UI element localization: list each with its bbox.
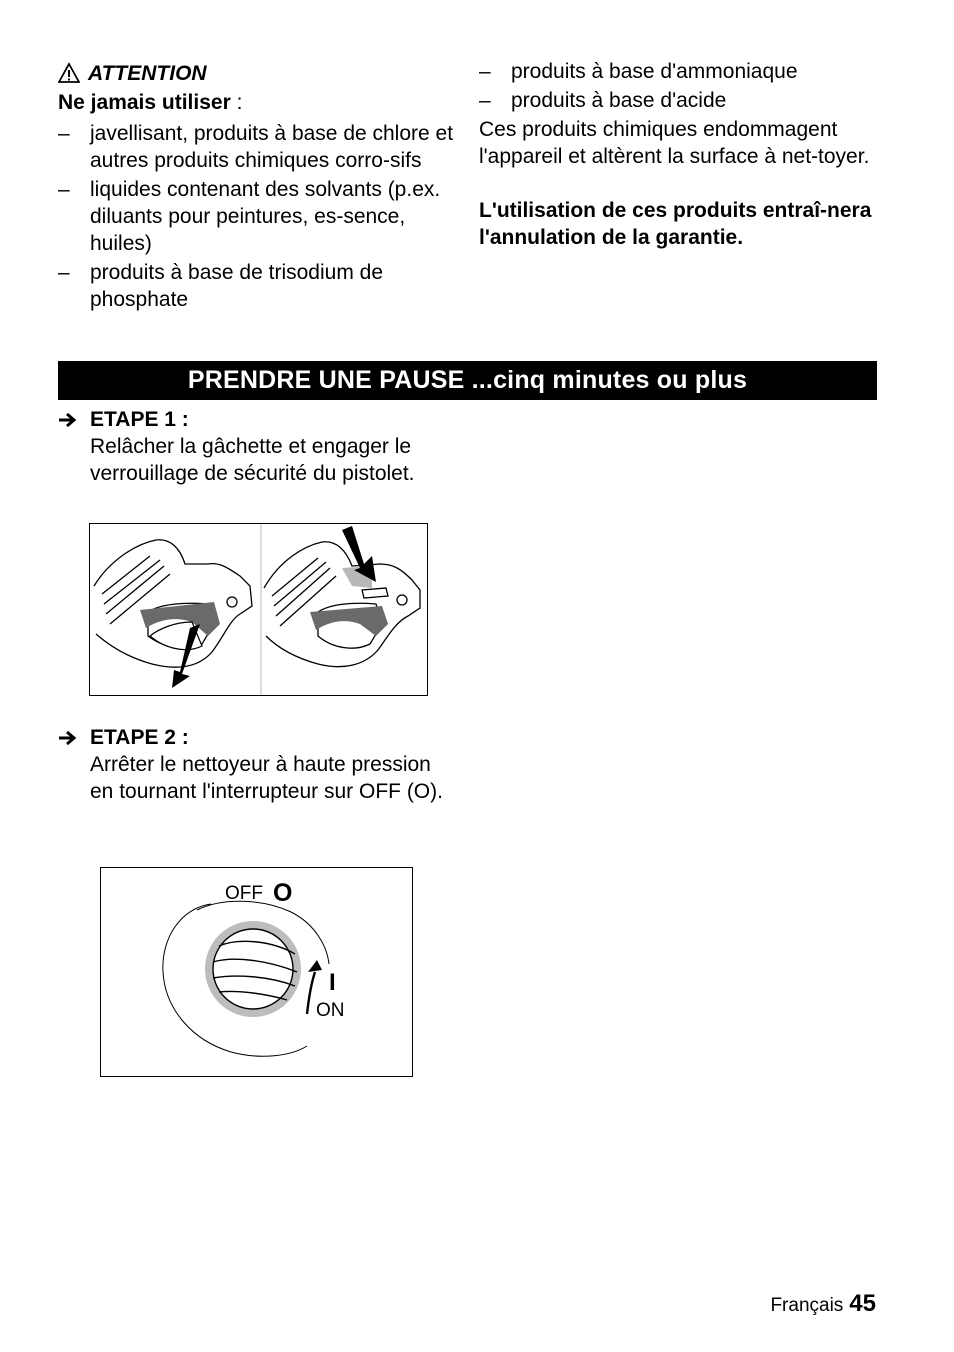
step-2 (58, 724, 458, 805)
attention-block-continued (479, 56, 879, 251)
arrow-right-icon (58, 412, 78, 428)
step-2-label: ETAPE 2 : (90, 726, 189, 749)
spray-gun-illustration (89, 523, 428, 696)
page-footer (770, 1290, 876, 1319)
off-label: OFF (225, 883, 263, 904)
spray-gun-drawing (90, 524, 427, 695)
off-symbol: O (273, 879, 293, 907)
never-use-colon: : (230, 91, 243, 114)
damage-paragraph: Ces produits chimiques endommagent l'appareil et altèrent la surface à net-toyer. (479, 118, 870, 168)
arrow-right-icon (58, 730, 78, 746)
warning-triangle-icon (58, 62, 80, 84)
attention-block (58, 58, 458, 315)
never-use-label: Ne jamais utiliser (58, 91, 231, 114)
list-item: – liquides contenant des solvants (p.ex. diluants pour peintures, es-sence, huiles) (58, 176, 458, 257)
attention-title: ATTENTION (88, 61, 207, 85)
step-1 (58, 406, 458, 487)
step-1-heading (58, 406, 458, 433)
step-1-label: ETAPE 1 : (90, 408, 189, 431)
footer-language: Français (770, 1295, 844, 1316)
page-number: 45 (849, 1290, 876, 1317)
warranty-paragraph: L'utilisation de ces produits entraî-nera l'annulation de la garantie. (479, 199, 872, 249)
list-item: – produits à base d'acide (479, 87, 879, 114)
power-switch-drawing (101, 868, 412, 1076)
forbidden-products-list-right (479, 58, 879, 114)
list-item: – javellisant, produits à base de chlore et autres produits chimiques corro-sifs (58, 120, 458, 174)
attention-heading (58, 58, 458, 88)
power-switch-illustration (100, 867, 413, 1077)
section-heading: PRENDRE UNE PAUSE ...cinq minutes ou plus (58, 361, 877, 400)
step-2-text: Arrêter le nettoyeur à haute pression en tournant l'interrupteur sur OFF (O). (90, 753, 443, 803)
step-1-text: Relâcher la gâchette et engager le verrouillage de sécurité du pistolet. (90, 435, 415, 485)
step-2-heading (58, 724, 458, 751)
never-use-lead (58, 88, 458, 118)
forbidden-products-list-left (58, 120, 458, 313)
list-item: – produits à base d'ammoniaque (479, 58, 879, 85)
on-symbol: I (329, 969, 336, 996)
list-item: – produits à base de trisodium de phosphate (58, 259, 458, 313)
on-label: ON (316, 1000, 345, 1021)
